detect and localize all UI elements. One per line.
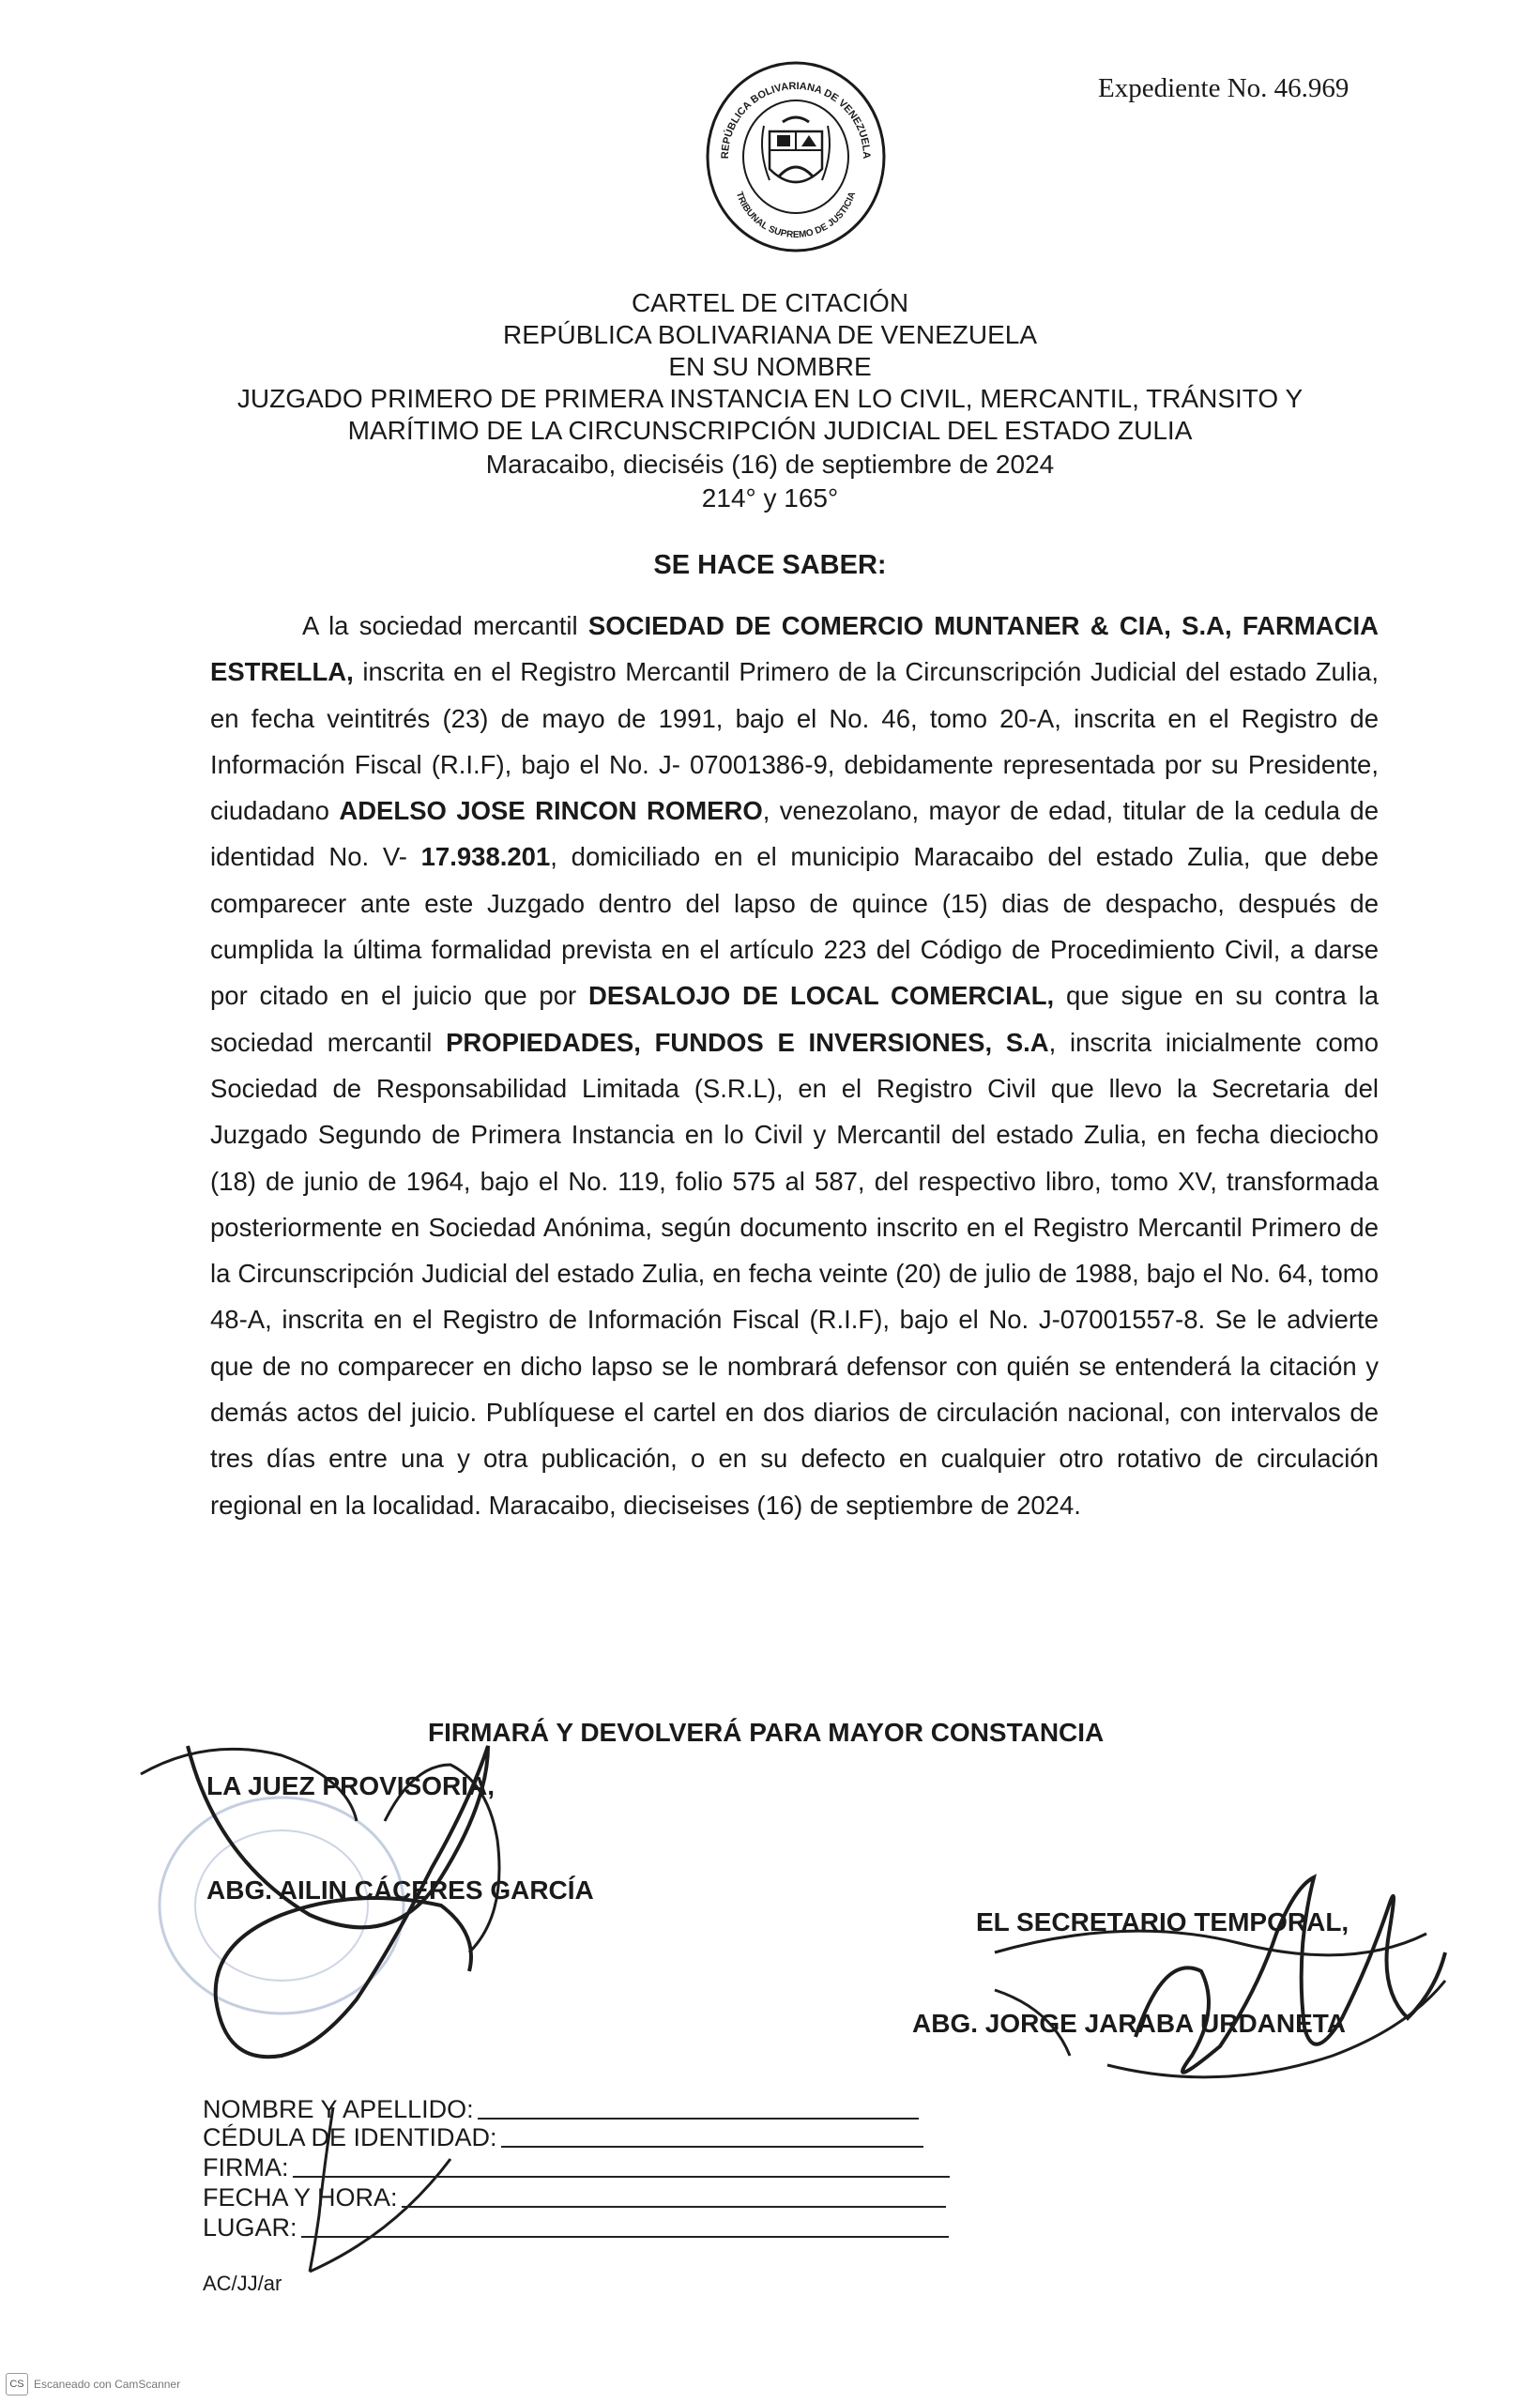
- form-signature-row: [203, 2153, 950, 2182]
- document-initials: AC/JJ/ar: [203, 2272, 282, 2295]
- form-id-line: [501, 2146, 923, 2148]
- id-number: 17.938.201: [420, 842, 551, 872]
- form-datetime-label: FECHA Y HORA:: [203, 2183, 398, 2212]
- judge-name: ABG. AILIN CÁCERES GARCÍA: [206, 1875, 594, 1905]
- seal-top-text: REPÚBLICA BOLIVARIANA DE VENEZUELA: [719, 80, 873, 160]
- body-text-1: A la sociedad mercantil: [302, 611, 588, 640]
- se-hace-saber-heading: SE HACE SABER:: [653, 550, 887, 580]
- form-place-line: [301, 2236, 949, 2238]
- camscanner-logo-icon: CS: [6, 2373, 28, 2395]
- form-id-row: [203, 2123, 923, 2152]
- seal-bottom-text: TRIBUNAL SUPREMO DE JUSTICIA: [733, 190, 859, 241]
- form-name-row: [203, 2095, 919, 2124]
- place-date: Maracaibo, dieciséis (16) de septiembre de 2024: [485, 450, 1055, 479]
- citation-body: [210, 603, 1379, 1528]
- firmara-line: FIRMARÁ Y DEVOLVERÁ PARA MAYOR CONSTANCIA: [428, 1718, 1105, 1747]
- secretary-title: EL SECRETARIO TEMPORAL,: [976, 1907, 1349, 1936]
- form-signature-label: FIRMA:: [203, 2153, 289, 2181]
- form-place-row: [203, 2213, 949, 2242]
- form-id-label: CÉDULA DE IDENTIDAD:: [203, 2123, 497, 2151]
- stamp-ring: [160, 1798, 404, 2013]
- form-place-label: LUGAR:: [203, 2213, 297, 2242]
- camscanner-label: Escaneado con CamScanner: [34, 2378, 181, 2391]
- body-text-5: que sigue en su contra la sociedad mercantil: [210, 981, 1379, 1057]
- document-title: CARTEL DE CITACIÓN: [631, 288, 909, 317]
- body-text-6: , inscrita inicialmente como Sociedad de Responsabilidad Limitada (S.R.L), en el Registro Civil que llevo la Secretaria del Juzgado Segundo de Primera Instancia en lo Civil y Mercantil del estado Zulia, en fecha dieciocho (18) de junio de 1964, bajo el No. 119, folio 575 al 587, del respectivo libro, tomo XV, transformada posteriormente en Sociedad Anónima, según documento inscrito en el Registro Mercantil Primero de la Circunscripción Judicial del estado Zulia, en fecha veinte (20) de julio de 1988, bajo el No. 64, tomo 48-A, inscrita en el Registro de Información Fiscal (R.I.F), bajo el No. J-07001557-8. Se le advierte que de no comparecer en dicho lapso se le nombrará defensor con quién se entenderá la citación y demás actos del juicio. Publíquese el cartel en dos diarios de circulación nacional, con intervalos de tres días entre una y otra publicación, o en su defecto en cualquier otro rotativo de circulación regional en la localidad. Maracaibo, dieciseises (16) de septiembre de 2024.: [210, 1027, 1380, 1520]
- country-name: REPÚBLICA BOLIVARIANA DE VENEZUELA: [502, 320, 1037, 349]
- svg-text:TRIBUNAL SUPREMO DE JUSTICIA: [734, 191, 859, 240]
- body-text-3: , venezolano, mayor de edad, titular de la cedula de identidad No. V-: [210, 796, 1379, 872]
- form-datetime-row: [203, 2183, 946, 2212]
- defendant-company: SOCIEDAD DE COMERCIO MUNTANER & CIA, S.A, FARMACIA ESTRELLA,: [210, 611, 1379, 687]
- court-name-line1: JUZGADO PRIMERO DE PRIMERA INSTANCIA EN LO CIVIL, MERCANTIL, TRÁNSITO Y: [236, 384, 1304, 413]
- judge-title: LA JUEZ PROVISORIA,: [206, 1771, 496, 1800]
- body-text-2: inscrita en el Registro Mercantil Primero de la Circunscripción Judicial del estado Zulia, en fecha veintitrés (23) de mayo de 1991, bajo el No. 46, tomo 20-A, inscrita en el Registro de Información Fiscal (R.I.F), bajo el No. J- 07001386-9, debidamente representada por su Presidente, ciudadano: [210, 657, 1379, 826]
- body-text-4: , domiciliado en el municipio Maracaibo del estado Zulia, que debe comparecer ante este Juzgado dentro del lapso de quince (15) dias de despacho, después de cumplida la última formalidad prevista en el artículo 223 del Código de Procedimiento Civil, a darse por citado en el juicio que por: [210, 842, 1379, 1011]
- camscanner-watermark: [6, 2373, 180, 2395]
- plaintiff-company: PROPIEDADES, FUNDOS E INVERSIONES, S.A: [446, 1027, 1049, 1057]
- form-name-line: [478, 2118, 919, 2120]
- expediente-number: Expediente No. 46.969: [1098, 73, 1349, 103]
- en-su-nombre: EN SU NOMBRE: [668, 352, 872, 381]
- president-name: ADELSO JOSE RINCON ROMERO: [339, 796, 763, 826]
- case-type: DESALOJO DE LOCAL COMERCIAL,: [587, 981, 1055, 1011]
- secretary-name: ABG. JORGE JARABA URDANETA: [912, 2009, 1347, 2038]
- form-name-label: NOMBRE Y APELLIDO:: [203, 2095, 474, 2123]
- form-datetime-line: [402, 2206, 946, 2208]
- form-signature-line: [293, 2176, 950, 2178]
- court-name-line2: MARÍTIMO DE LA CIRCUNSCRIPCIÓN JUDICIAL DEL ESTADO ZULIA: [347, 416, 1193, 445]
- years-line: 214° y 165°: [701, 483, 839, 513]
- court-seal: [702, 58, 890, 255]
